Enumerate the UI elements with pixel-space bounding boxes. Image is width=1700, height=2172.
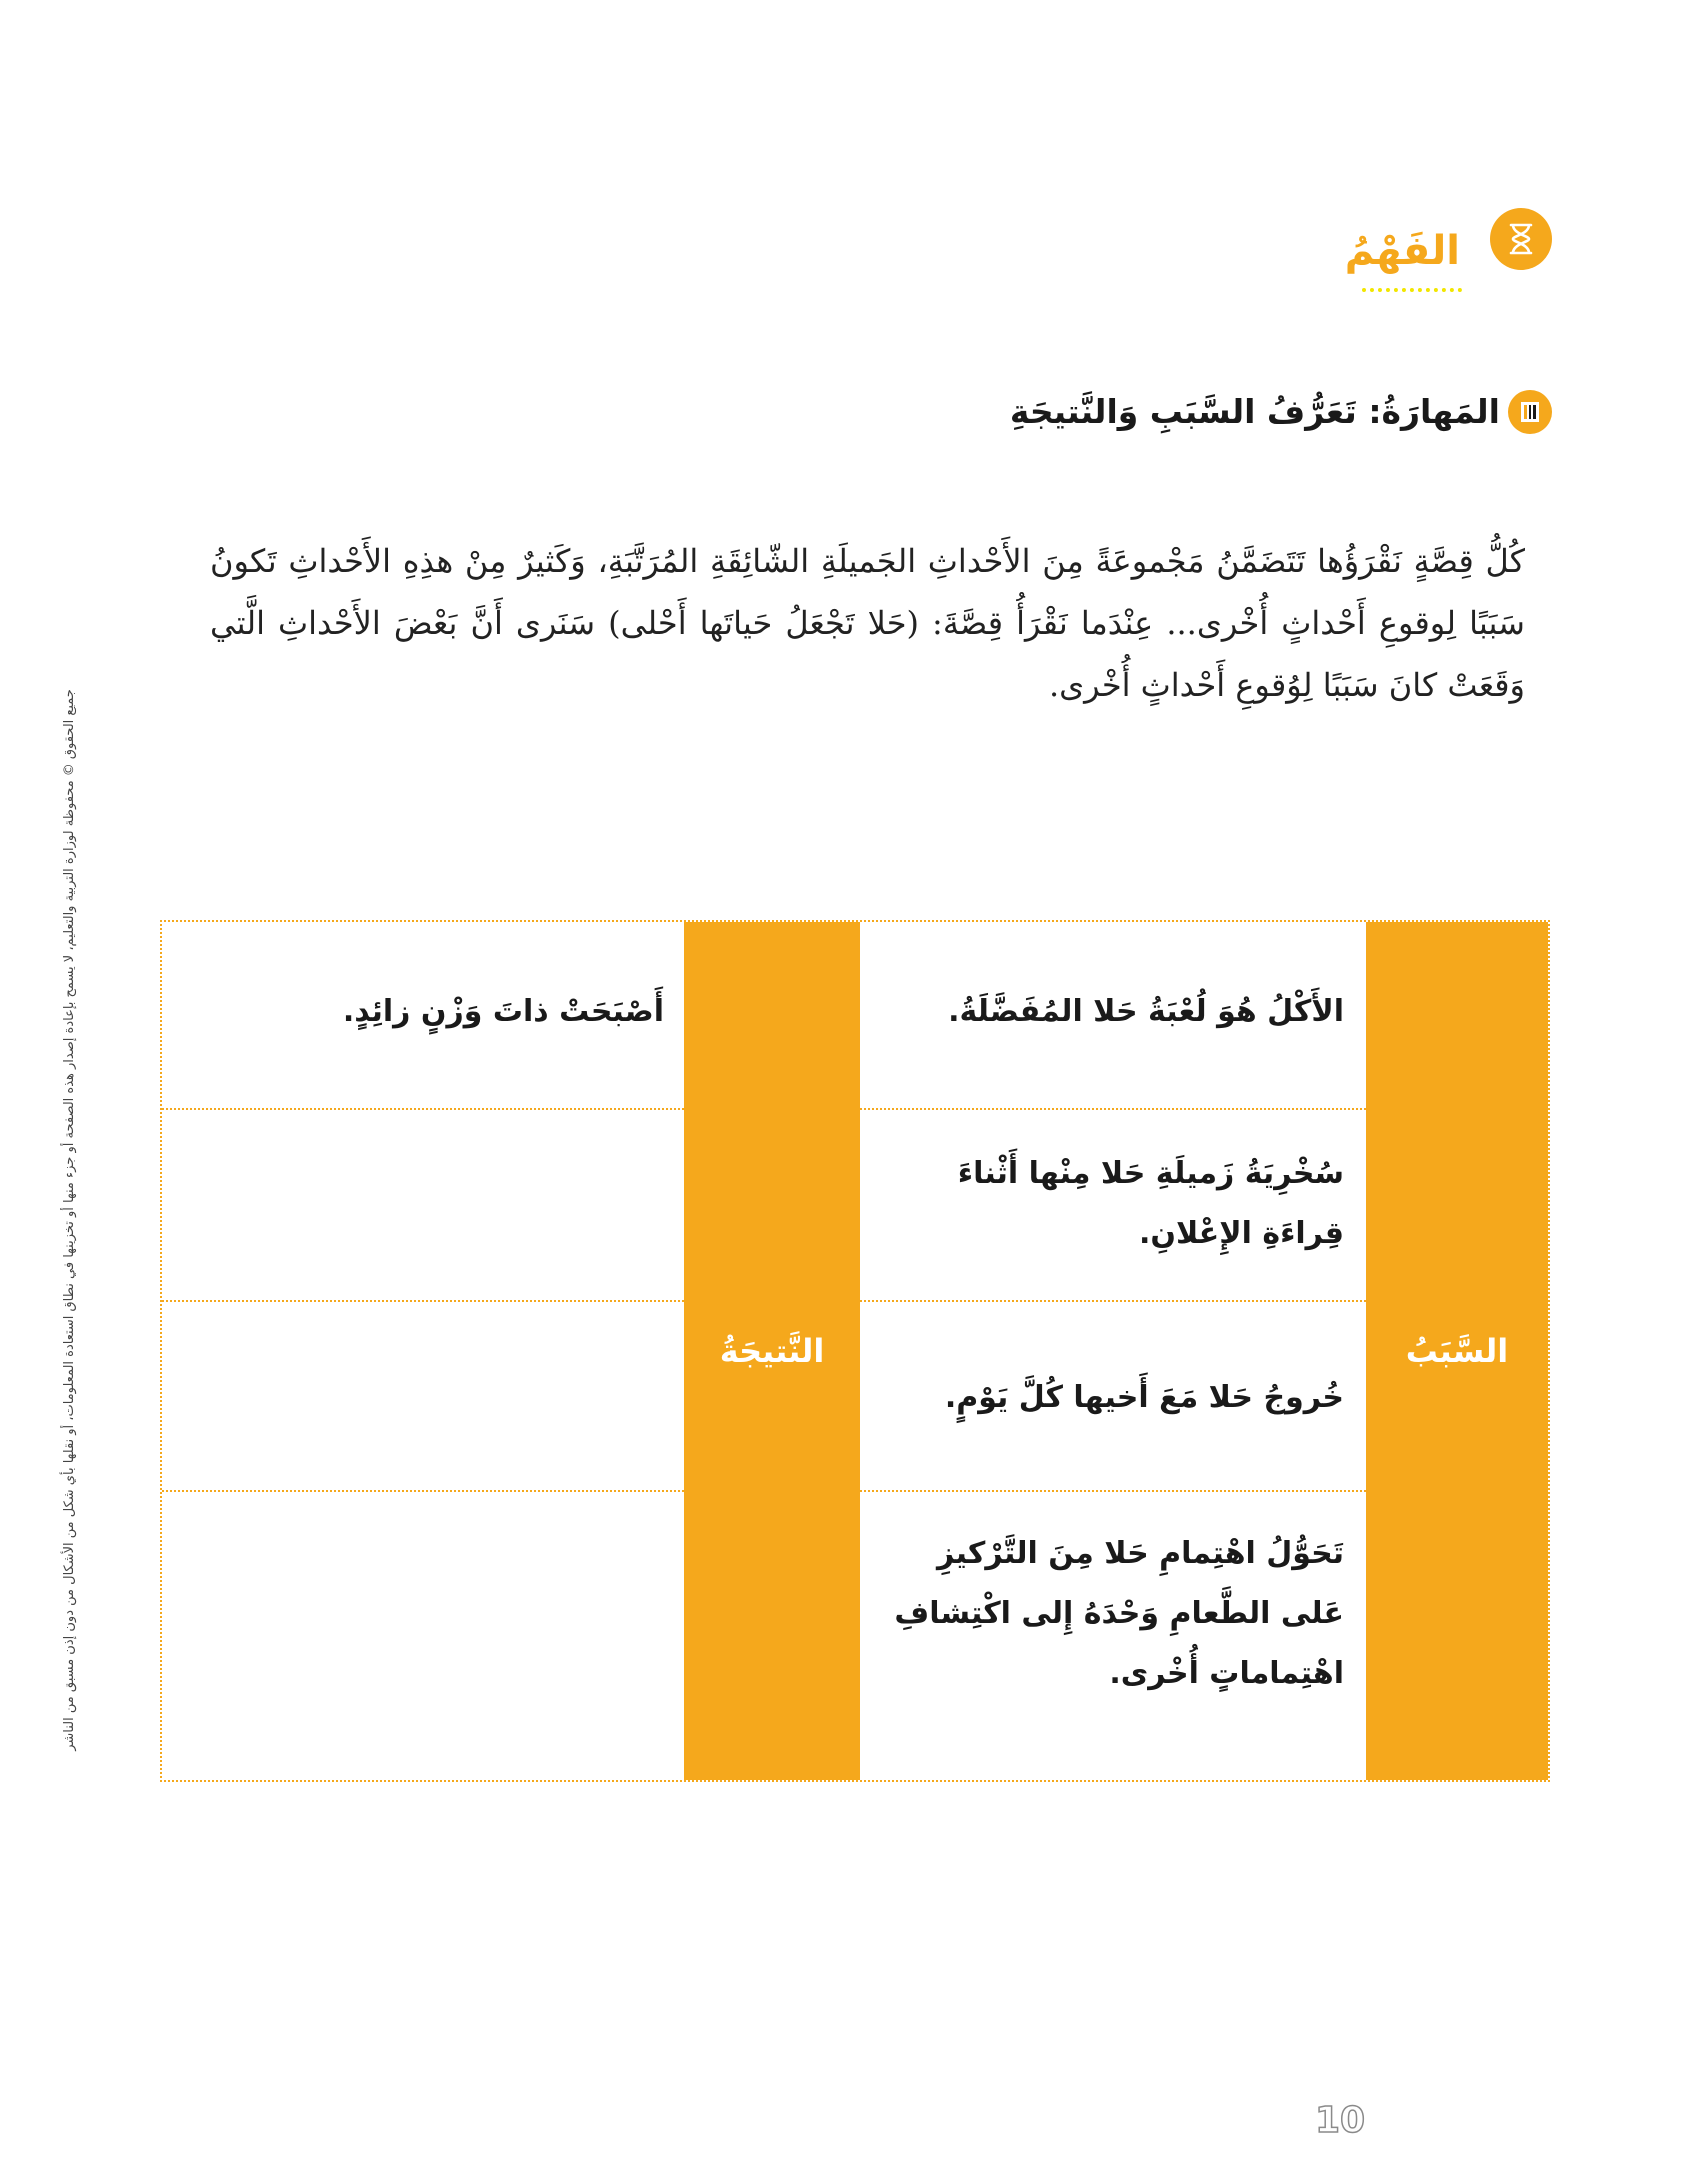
effect-cell-1: أَصْبَحَتْ ذاتَ وَزْنٍ زائِدٍ. [342,994,664,1029]
effect-cell-2[interactable] [252,1162,664,1272]
intro-paragraph: كُلُّ قِصَّةٍ نَقْرَؤُها تَتَضَمَّنُ مَجْموعَةً مِنَ الأَحْداثِ الجَميلَةِ الشّائِقَةِ المُرَتَّبَةِ، وَكَثيرٌ مِنْ هذِهِ الأَحْداثِ تَكونُ سَبَبًا لِوقوعِ أَحْداثٍ أُخْرى... عِنْدَما نَقْرَأُ قِصَّةَ: (حَلا تَجْعَلُ حَياتَها أَحْلى) سَنَرى أَنَّ بَعْضَ الأَحْداثِ الَّتي وَقَعَتْ كانَ سَبَبًا لِوُقوعِ أَحْداثٍ أُخْرى. [210,542,1525,704]
copyright-notice: جميع الحقوق © محفوظة لوزارة التربية والتعليم، لا يسمح بإعادة إصدار هذه الصفحة أو جزء منها أو تخزينها في نطاق استعادة المعلومات، أو نقلها بأي شكل من الأشكال من دون إذن مسبق من الناشر [62,689,77,1751]
section-title: الفَهْمُ [1344,228,1460,274]
cause-cell-4: تَحَوُّلُ اهْتِمامِ حَلا مِنَ التَّرْكيزِ عَلى الطَّعامِ وَحْدَهُ إِلى اكْتِشافِ اهْتِماماتٍ أُخْرى. [894,1536,1344,1691]
cause-cell-3: خُروجُ حَلا مَعَ أَخيها كُلَّ يَوْمٍ. [944,1380,1344,1415]
effect-cell-3[interactable] [252,1342,664,1462]
effect-row-divider [162,1490,684,1492]
cause-header-column [1366,922,1548,1780]
effect-cell-4[interactable] [252,1532,664,1752]
skill-label: المَهارَةُ: [1368,392,1500,431]
effect-row-divider [162,1108,684,1110]
cause-row-divider [860,1108,1366,1110]
section-title-underline [1362,288,1462,292]
cause-header: السَّبَبُ [1405,1332,1509,1370]
skill-heading [1010,392,1500,431]
cause-effect-table [160,920,1550,1782]
page-number: 10 [1314,2100,1366,2141]
effect-header: النَّتيجَةُ [719,1332,825,1370]
book-icon [1519,400,1541,424]
skill-name: تَعَرُّفُ السَّبَبِ وَالنَّتيجَةِ [1009,392,1357,431]
cause-row-divider [860,1490,1366,1492]
cause-row-divider [860,1300,1366,1302]
cause-cell-2: سُخْرِيَةُ زَميلَةِ حَلا مِنْها أَثْناءَ قِراءَةِ الإِعْلانِ. [957,1156,1344,1251]
effect-header-column [684,922,860,1780]
effect-row-divider [162,1300,684,1302]
section-badge [1490,208,1552,270]
skill-badge [1508,390,1552,434]
hourglass-icon [1507,222,1535,256]
cause-cell-1: الأَكْلُ هُوَ لُعْبَةُ حَلا المُفَضَّلَةُ. [948,994,1344,1029]
